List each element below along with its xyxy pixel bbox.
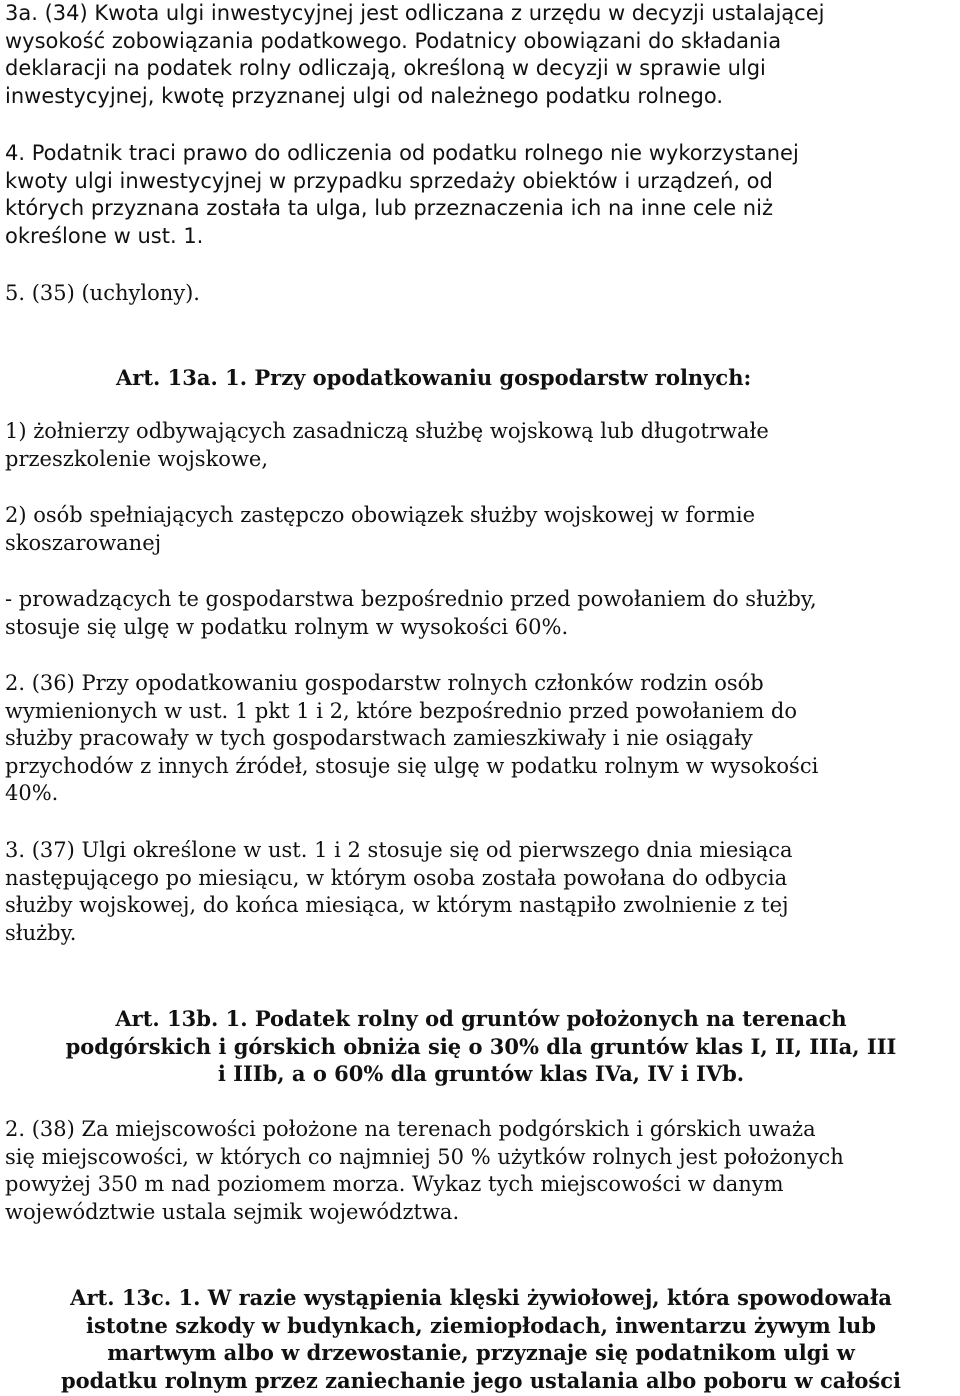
paragraph-13a-1-1: 1) żołnierzy odbywających zasadniczą służbę wojskową lub długotrwałe przeszkolenie wojskowe,	[5, 419, 769, 471]
article-13c-heading: Art. 13c. 1. W razie wystąpienia klęski żywiołowej, która spowodowała istotne szkody w budynkach, ziemiopłodach, inwentarzu żywym lub martwym albo w drzewostanie, przyznaje się podatnikom ulgi w podatku rolnym przez zaniechanie jego ustalania albo poboru w całości	[60, 1285, 902, 1393]
paragraph-5: 5. (35) (uchylony).	[5, 281, 200, 305]
article-13b-heading: Art. 13b. 1. Podatek rolny od gruntów położonych na terenach podgórskich i górskich obniża się o 30% dla gruntów klas I, II, IIIa, III i IIIb, a o 60% dla gruntów klas IVa, IV i IVb.	[65, 1006, 897, 1086]
paragraph-4: 4. Podatnik traci prawo do odliczenia od podatku rolnego nie wykorzystanej kwoty ulgi inwestycyjnej w przypadku sprzedaży obiektów i urządzeń, od których przyznana została ta ulga, lub przeznaczenia ich na inne cele niż określone w ust. 1.	[5, 141, 799, 248]
paragraph-13a-1-2: 2) osób spełniających zastępczo obowiązek służby wojskowej w formie skoszarowanej	[5, 503, 756, 555]
paragraph-13a-1-suffix: - prowadzących te gospodarstwa bezpośrednio przed powołaniem do służby, stosuje się ulgę w podatku rolnym w wysokości 60%.	[5, 587, 817, 639]
article-13a-heading: Art. 13a. 1. Przy opodatkowaniu gospodarstw rolnych:	[116, 365, 752, 390]
paragraph-3a: 3a. (34) Kwota ulgi inwestycyjnej jest odliczana z urzędu w decyzji ustalającej wysokość zobowiązania podatkowego. Podatnicy obowiązani do składania deklaracji na podatek rolny odliczają, określoną w decyzji w sprawie ulgi inwestycyjnej, kwotę przyznanej ulgi od należnego podatku rolnego.	[5, 1, 825, 108]
paragraph-13a-3: 3. (37) Ulgi określone w ust. 1 i 2 stosuje się od pierwszego dnia miesiąca następującego po miesiącu, w którym osoba została powołana do odbycia służby wojskowej, do końca miesiąca, w którym nastąpiło zwolnienie z tej służby.	[5, 838, 793, 945]
paragraph-13a-2: 2. (36) Przy opodatkowaniu gospodarstw rolnych członków rodzin osób wymienionych w ust. 1 pkt 1 i 2, które bezpośrednio przed powołaniem do służby pracowały w tych gospodarstwach zamieszkiwały i nie osiągały przychodów z innych źródeł, stosuje się ulgę w podatku rolnym w wysokości 40%.	[5, 671, 819, 805]
paragraph-13b-2: 2. (38) Za miejscowości położone na terenach podgórskich i górskich uważa się miejscowości, w których co najmniej 50 % użytków rolnych jest położonych powyżej 350 m nad poziomem morza. Wykaz tych miejscowości w danym województwie ustala sejmik województwa.	[5, 1117, 844, 1224]
